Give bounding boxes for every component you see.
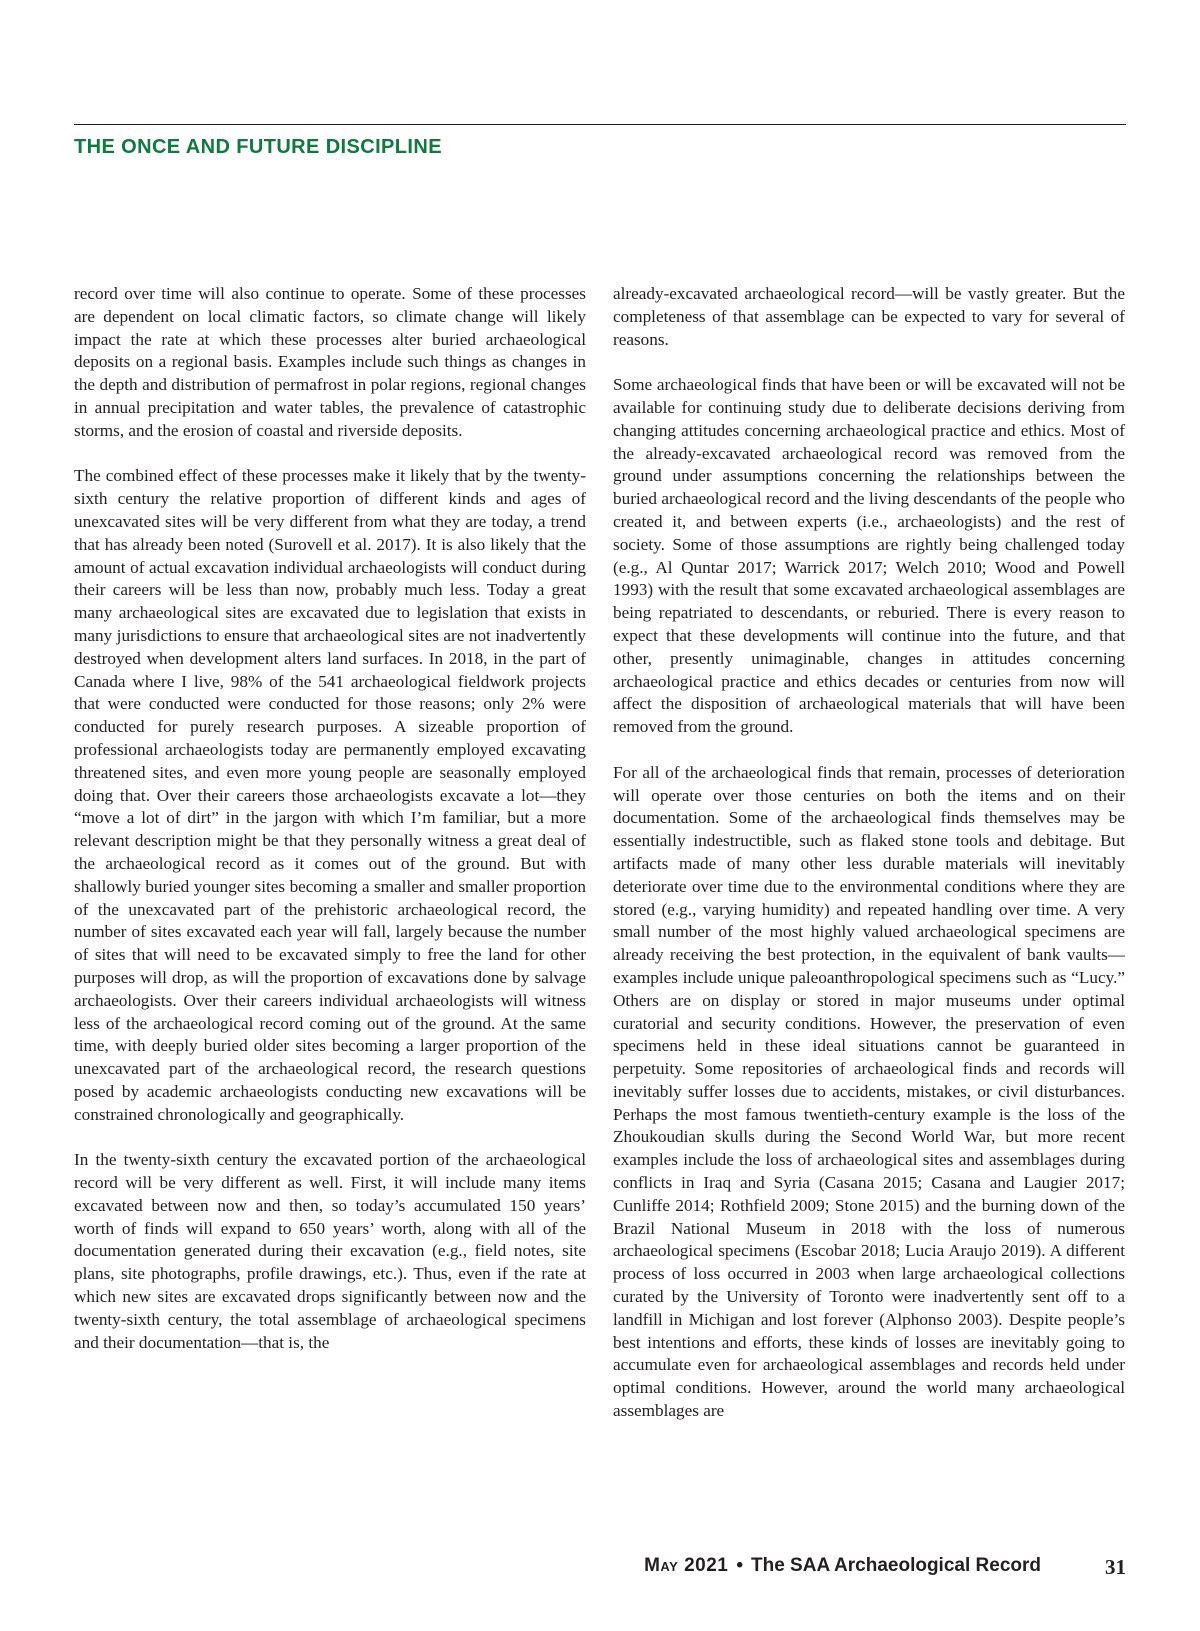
paragraph: The combined effect of these processes make it likely that by the twenty-sixth century the relative proportion of different kinds and ages of unexcavated sites will be very different from what they are today, a trend that has already been noted (Surovell et al. 2017). It is also likely that the amount of actual excavation individual archaeologists will conduct during their careers will be less than now, probably much less. Today a great many archaeological sites are excavated due to legislation that exists in many jurisdictions to ensure that archaeological sites are not inadvertently destroyed when development alters land surfaces. In 2018, in the part of Canada where I live, 98% of the 541 archaeological fieldwork projects that were conducted were conducted for those reasons; only 2% were conducted for purely research purposes. A sizeable proportion of professional archaeologists today are permanently employed excavating threatened sites, and even more young people are seasonally employed doing that. Over their careers those archaeologists excavate a lot—they “move a lot of dirt” in the jargon with which I’m familiar, but a more relevant description might be that they personally witness a great deal of the archaeological record as it comes out of the ground. But with shallowly buried younger sites becoming a smaller and smaller proportion of the unexcavated part of the prehistoric archaeological record, the number of sites excavated each year will fall, largely because the number of sites that will need to be excavated simply to free the land for other purposes will drop, as will the proportion of excavations done by salvage archaeologists. Over their careers individual archaeologists will witness less of the archaeological record coming out of the ground. At the same time, with deeply buried older sites becoming a larger proportion of the unexcavated part of the archaeological record, the research questions posed by academic archaeologists conducting new excavations will be constrained chronologically and geographically. (74, 466, 586, 1124)
section-title: THE ONCE AND FUTURE DISCIPLINE (74, 136, 442, 158)
footer-month: May 2021 (644, 1555, 729, 1576)
footer-bullet: • (736, 1555, 743, 1576)
paragraph: In the twenty-sixth century the excavated portion of the archaeological record will be very different as well. First, it will include many items excavated between now and then, so today’s accumulated 150 years’ worth of finds will expand to 650 years’ worth, along with all of the documentation generated during their excavation (e.g., field notes, site plans, site photographs, profile drawings, etc.). Thus, even if the rate at which new sites are excavated drops significantly between now and the twenty-sixth century, the total assemblage of archaeological specimens and their documentation—that is, the (74, 1150, 586, 1352)
paragraph: For all of the archaeological finds that remain, processes of deterioration will operate over those centuries on both the items and on their documentation. Some of the archaeological finds themselves may be essentially indestructible, such as flaked stone tools and debitage. But artifacts made of many other less durable materials will inevitably deteriorate over time due to the environmental conditions where they are stored (e.g., varying humidity) and repeated handling over time. A very small number of the most highly valued archaeological specimens are already receiving the best protection, in the equivalent of bank vaults—examples include unique paleoanthropological specimens such as “Lucy.” Others are on display or stored in major museums under optimal curatorial and security conditions. However, the preservation of even specimens held in these ideal situations cannot be guaranteed in perpetuity. Some repositories of archaeological finds and records will inevitably suffer losses due to accidents, mistakes, or civil disturbances. Perhaps the most famous twentieth-century example is the loss of the Zhoukoudian skulls during the Second World War, but more recent examples include the loss of archaeological sites and assemblages during conflicts in Iraq and Syria (Casana 2015; Casana and Laugier 2017; Cunliffe 2014; Rothfield 2009; Stone 2015) and the burning down of the Brazil National Museum in 2018 with the loss of numerous archaeological specimens (Escobar 2018; Lucia Araujo 2019). A different process of loss occurred in 2003 when large archaeological collections curated by the University of Toronto were inadvertently sent off to a landfill in Michigan and lost forever (Alphonso 2003). Despite people’s best intentions and efforts, these kinds of losses are inevitably going to accumulate even for archaeological assemblages and records held under optimal conditions. However, around the world many archaeological assemblages are (613, 762, 1125, 1421)
page-number: 31 (1105, 1555, 1126, 1579)
paragraph: already-excavated archaeological record—will be vastly greater. But the completeness of that assemblage can be expected to vary for several of reasons. (613, 284, 1125, 349)
footer-publication-title: The SAA Archaeological Record (751, 1555, 1041, 1576)
left-column (74, 283, 586, 1377)
paragraph: Some archaeological finds that have been or will be excavated will not be available for continuing study due to deliberate decisions deriving from changing attitudes concerning archaeological practice and ethics. Most of the already-excavated archaeological record was removed from the ground under assumptions concerning the relationships between the buried archaeological record and the living descendants of the people who created it, and between experts (i.e., archaeologists) and the rest of society. Some of those assumptions are rightly being challenged today (e.g., Al Quntar 2017; Warrick 2017; Welch 2010; Wood and Powell 1993) with the result that some excavated archaeological assemblages are being repatriated to descendants, or reburied. There is every reason to expect that these developments will continue into the future, and that other, presently unimaginable, changes in attitudes concerning archaeological practice and ethics decades or centuries from now will affect the disposition of archaeological materials that will have been removed from the ground. (613, 375, 1125, 737)
paragraph: record over time will also continue to operate. Some of these processes are dependent on local climatic factors, so climate change will likely impact the rate at which these processes alter buried archaeological deposits on a regional basis. Examples include such things as changes in the depth and distribution of permafrost in polar regions, regional changes in annual precipitation and water tables, the prevalence of catastrophic storms, and the erosion of coastal and riverside deposits. (74, 284, 586, 440)
page-footer (0, 1555, 1200, 1585)
header-rule (74, 124, 1126, 125)
footer-publication-line (644, 1555, 1041, 1577)
right-column (613, 283, 1125, 1446)
